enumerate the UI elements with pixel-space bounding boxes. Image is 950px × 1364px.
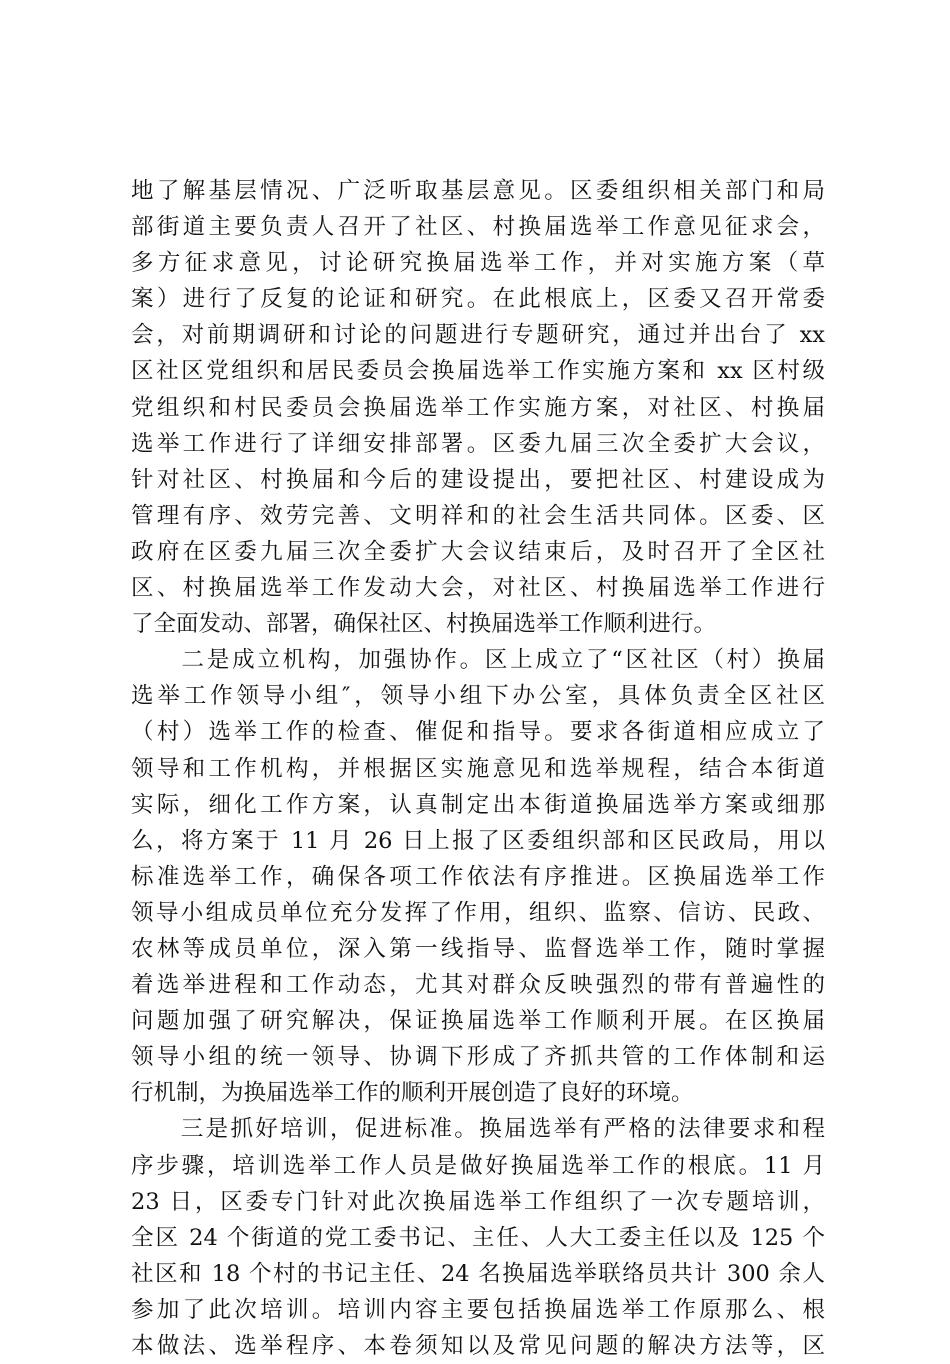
text-line: 二是成立机构，加强协作。区上成立了“区社区（村）换届 bbox=[131, 647, 825, 674]
text-line: 领导小组的统一领导、协调下形成了齐抓共管的工作体制和运 bbox=[131, 1044, 825, 1071]
text-line: 行机制，为换届选举工作的顺利开展创造了良好的环境。 bbox=[131, 1080, 694, 1107]
text-line: 选举工作领导小组″，领导小组下办公室，具体负责全区社区 bbox=[131, 683, 825, 710]
text-line: 社区和 18 个村的书记主任、24 名换届选举联络员共计 300 余人 bbox=[131, 1260, 825, 1287]
text-line: 标准选举工作，确保各项工作依法有序推进。区换届选举工作 bbox=[131, 863, 825, 890]
text-line: 党组织和村民委员会换届选举工作实施方案，对社区、村换届 bbox=[131, 394, 825, 421]
document-body bbox=[131, 173, 825, 1364]
text-line: 区社区党组织和居民委员会换届选举工作实施方案和 xx 区村级 bbox=[131, 358, 825, 385]
text-line: 问题加强了研究解决，保证换届选举工作顺利开展。在区换届 bbox=[131, 1008, 825, 1035]
text-line: 针对社区、村换届和今后的建设提出，要把社区、村建设成为 bbox=[131, 466, 825, 493]
text-line: （村）选举工作的检查、催促和指导。要求各街道相应成立了 bbox=[131, 719, 825, 746]
text-line: 管理有序、效劳完善、文明祥和的社会生活共同体。区委、区 bbox=[131, 502, 825, 529]
text-line: 政府在区委九届三次全委扩大会议结束后，及时召开了全区社 bbox=[131, 538, 825, 565]
text-line: 参加了此次培训。培训内容主要包括换届选举工作原那么、根 bbox=[131, 1296, 825, 1323]
text-line: 区、村换届选举工作发动大会，对社区、村换届选举工作进行 bbox=[131, 575, 825, 602]
text-line: 农林等成员单位，深入第一线指导、监督选举工作，随时掌握 bbox=[131, 935, 825, 962]
text-line: 实际，细化工作方案，认真制定出本街道换届选举方案或细那 bbox=[131, 791, 825, 818]
text-line: 地了解基层情况、广泛听取基层意见。区委组织相关部门和局 bbox=[131, 178, 825, 204]
text-line: 着选举进程和工作动态，尤其对群众反映强烈的带有普遍性的 bbox=[131, 972, 825, 999]
text-line: 案）进行了反复的论证和研究。在此根底上，区委又召开常委 bbox=[131, 286, 825, 313]
text-line: 多方征求意见，讨论研究换届选举工作，并对实施方案（草 bbox=[131, 250, 825, 277]
text-line: 本做法、选举程序、本卷须知以及常见问题的解决方法等，区 bbox=[131, 1333, 825, 1359]
text-line: 么，将方案于 11 月 26 日上报了区委组织部和区民政局，用以 bbox=[131, 827, 825, 854]
text-line: 序步骤，培训选举工作人员是做好换届选举工作的根底。11 月 bbox=[131, 1152, 825, 1179]
text-line: 领导小组成员单位充分发挥了作用，组织、监察、信访、民政、 bbox=[131, 899, 825, 926]
text-line: 23 日，区委专门针对此次换届选举工作组织了一次专题培训， bbox=[131, 1188, 825, 1215]
text-line: 部街道主要负责人召开了社区、村换届选举工作意见征求会， bbox=[131, 214, 825, 241]
text-line: 会，对前期调研和讨论的问题进行专题研究，通过并出台了 xx bbox=[131, 322, 825, 349]
text-line: 选举工作进行了详细安排部署。区委九届三次全委扩大会议， bbox=[131, 430, 825, 457]
text-line: 全区 24 个街道的党工委书记、主任、人大工委主任以及 125 个 bbox=[131, 1224, 825, 1251]
text-line: 领导和工作机构，并根据区实施意见和选举规程，结合本街道 bbox=[131, 755, 825, 782]
text-line: 了全面发动、部署，确保社区、村换届选举工作顺利进行。 bbox=[131, 611, 717, 638]
text-line: 三是抓好培训，促进标准。换届选举有严格的法律要求和程 bbox=[131, 1116, 825, 1143]
